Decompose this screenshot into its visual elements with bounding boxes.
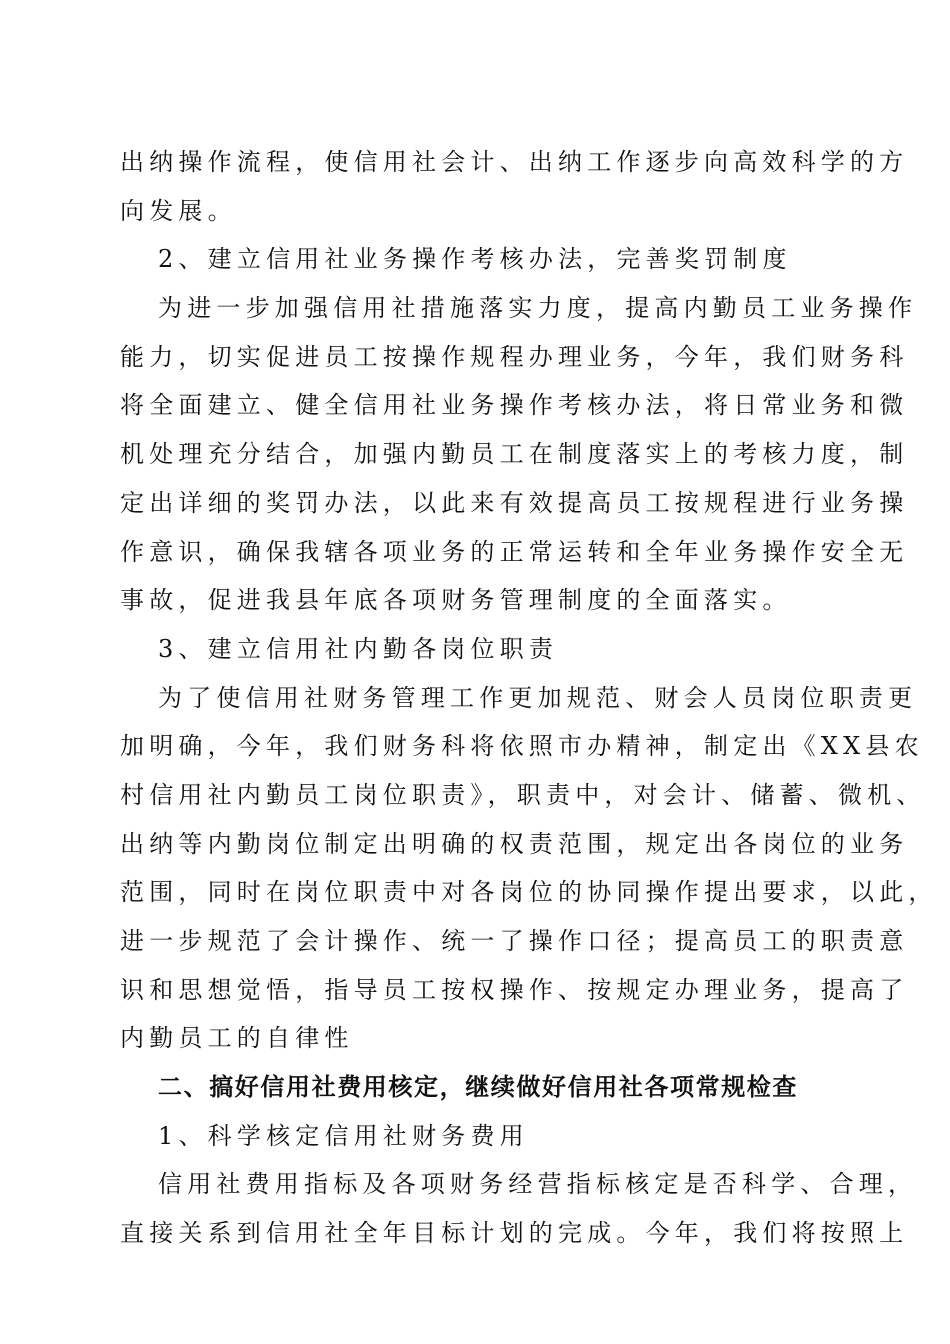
text-line: 1、科学核定信用社财务费用: [158, 1121, 529, 1150]
text-line: 将全面建立、健全信用社业务操作考核办法，将日常业务和微: [120, 391, 909, 420]
document-body: [120, 138, 938, 1258]
text-line: 机处理充分结合，加强内勤员工在制度落实上的考核力度，制: [120, 440, 909, 469]
text-line: 识和思想觉悟，指导员工按权操作、按规定办理业务，提高了: [120, 975, 909, 1004]
text-line: 内勤员工的自律性: [120, 1024, 354, 1053]
text-line: 出纳等内勤岗位制定出明确的权责范围，规定出各岗位的业务: [120, 829, 909, 858]
text-line: 事故，促进我县年底各项财务管理制度的全面落实。: [120, 586, 792, 615]
text-line: 为了使信用社财务管理工作更加规范、财会人员岗位职责更: [158, 683, 918, 712]
text-line: 范围，同时在岗位职责中对各岗位的协同操作提出要求，以此，: [120, 878, 938, 907]
text-line: 能力，切实促进员工按操作规程办理业务，今年，我们财务科: [120, 342, 909, 371]
text-line: 向发展。: [120, 196, 237, 225]
text-line: 进一步规范了会计操作、统一了操作口径；提高员工的职责意: [120, 927, 909, 955]
text-line: 出纳操作流程，使信用社会计、出纳工作逐步向高效科学的方: [120, 148, 909, 176]
text-line: 作意识，确保我辖各项业务的正常运转和全年业务操作安全无: [120, 537, 909, 566]
text-line: 信用社费用指标及各项财务经营指标核定是否科学、合理，: [158, 1170, 918, 1199]
text-line: 村信用社内勤员工岗位职责》，职责中，对会计、储蓄、微机、: [120, 780, 926, 809]
section-heading: 二、搞好信用社费用核定，继续做好信用社各项常规检查: [158, 1073, 798, 1102]
text-line: 加明确，今年，我们财务科将依照市办精神，制定出《XX县农: [120, 732, 924, 761]
text-line: 直接关系到信用社全年目标计划的完成。今年，我们将按照上: [120, 1219, 909, 1248]
text-line: 3、建立信用社内勤各岗位职责: [158, 634, 559, 663]
text-line: 定出详细的奖罚办法，以此来有效提高员工按规程进行业务操: [120, 488, 909, 517]
text-line: 为进一步加强信用社措施落实力度，提高内勤员工业务操作: [158, 294, 918, 323]
text-line: 2、建立信用社业务操作考核办法，完善奖罚制度: [158, 245, 792, 274]
